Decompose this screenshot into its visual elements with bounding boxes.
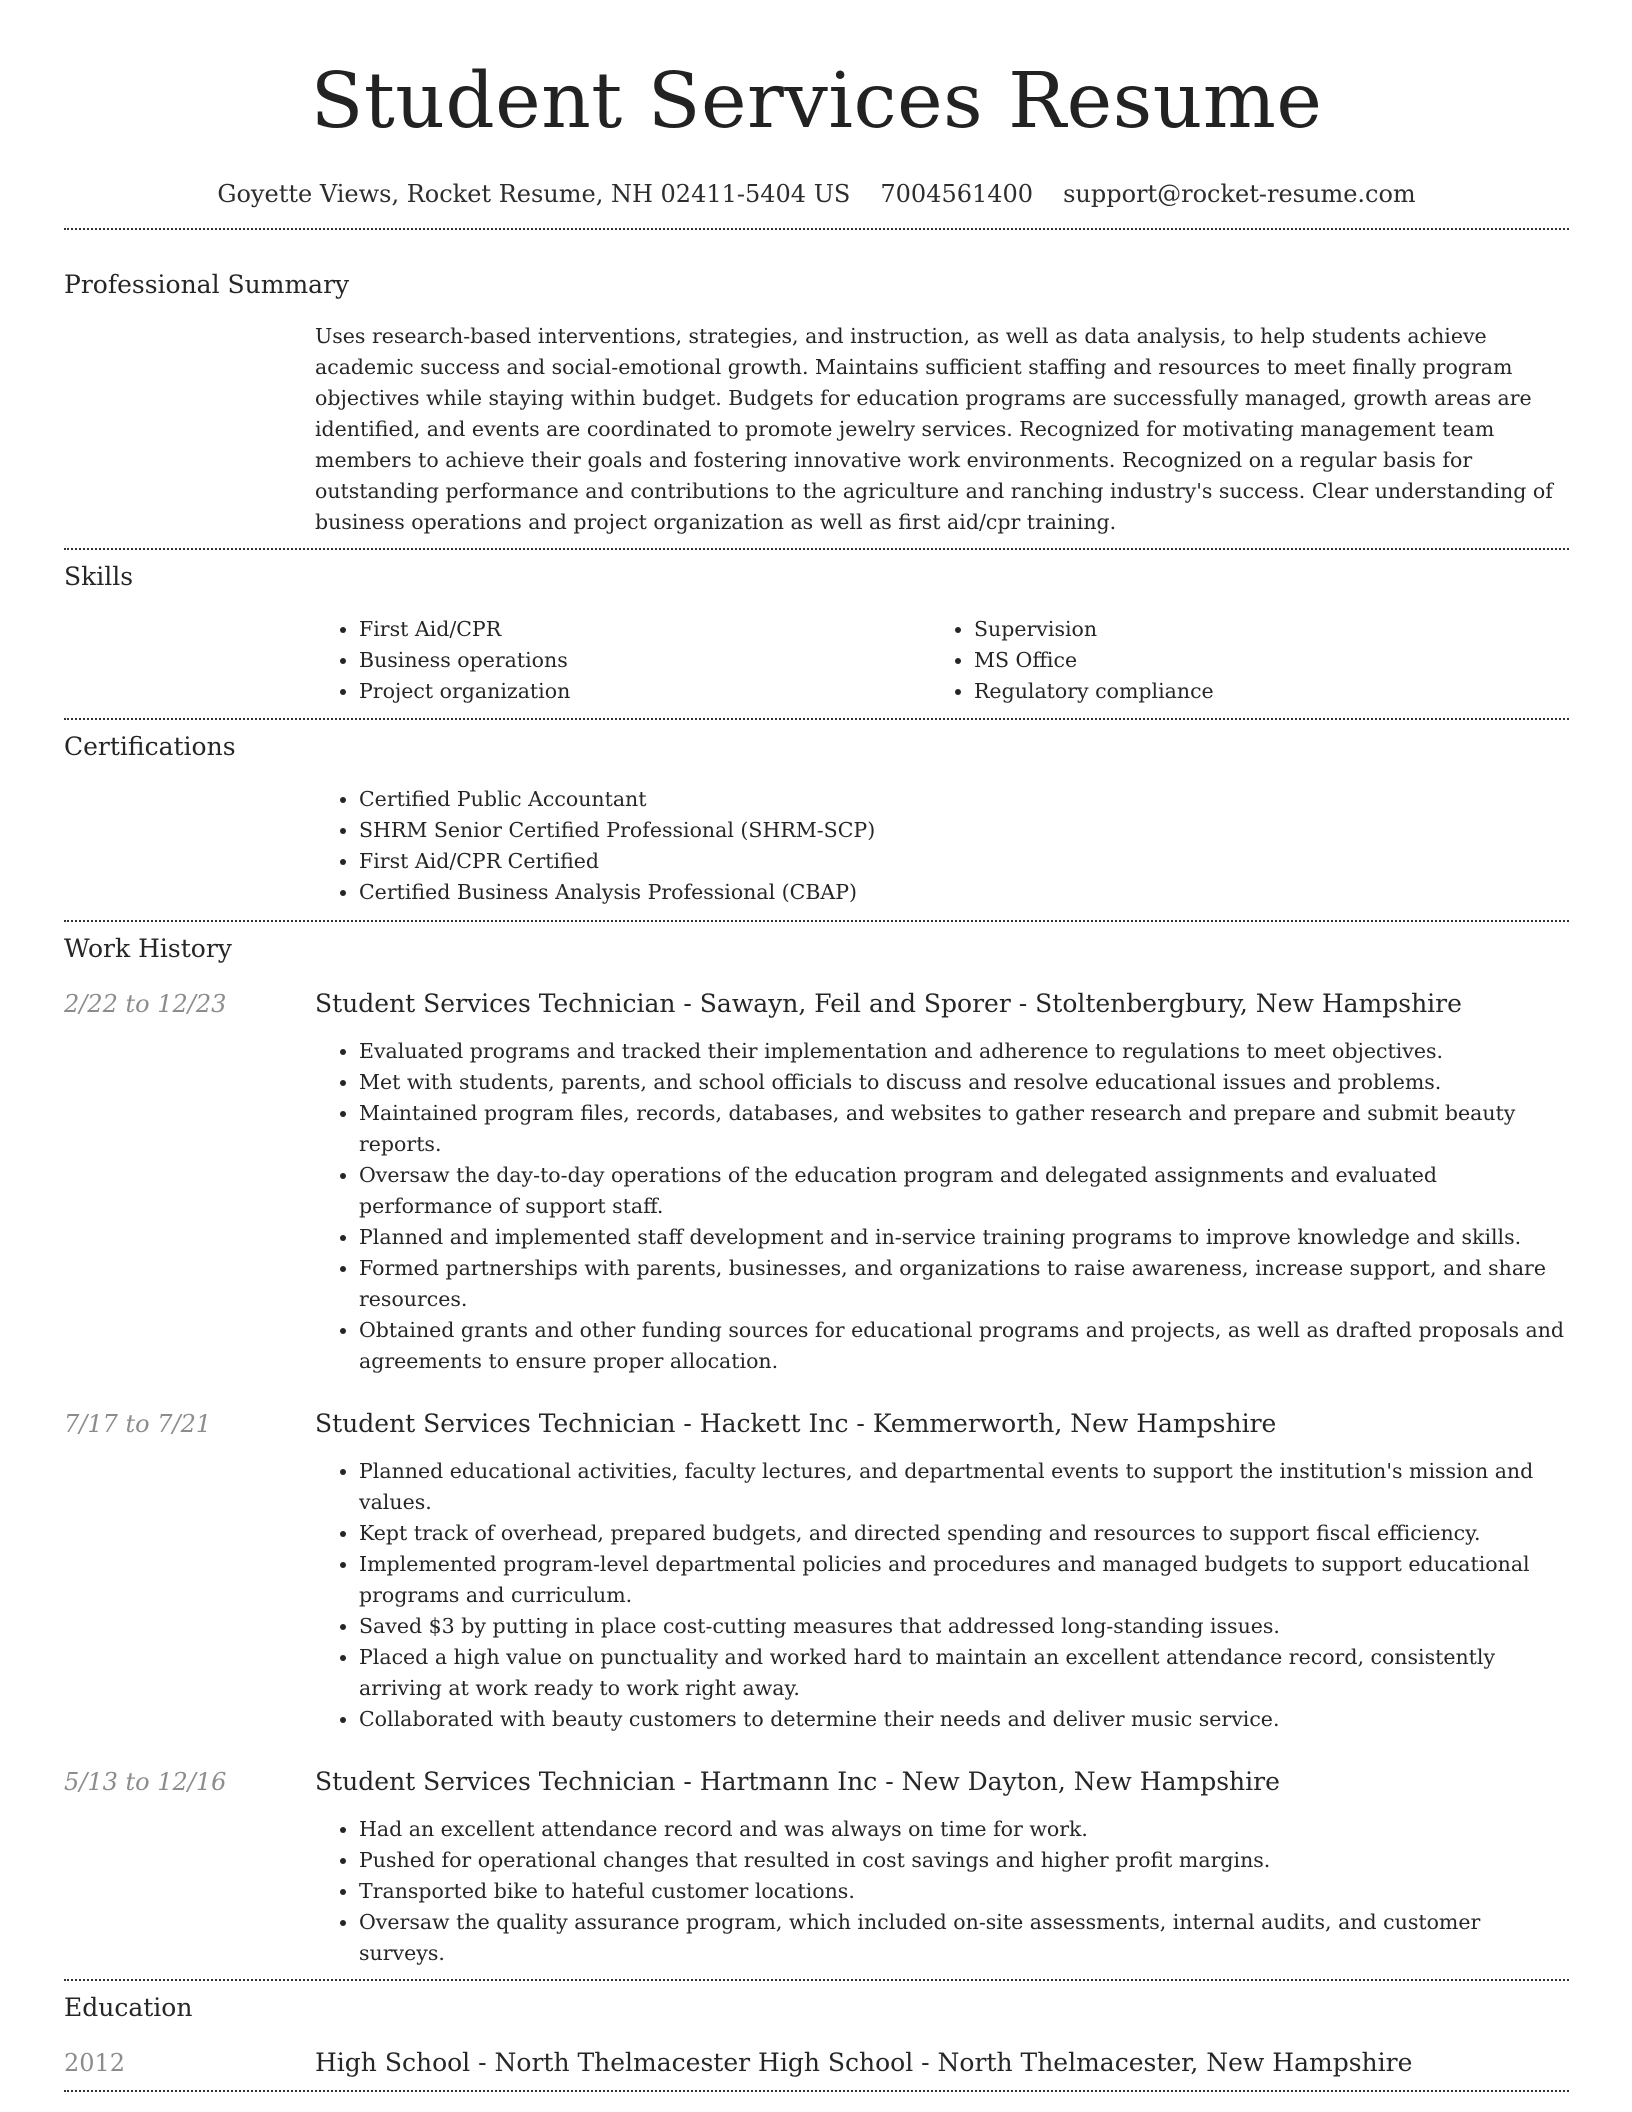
- section-title-certifications: Certifications: [64, 732, 236, 761]
- divider: [64, 920, 1569, 922]
- resume-name: Student Services Resume: [310, 57, 1323, 146]
- certification-item: • SHRM Senior Certified Professional (SHRM-SCP): [359, 815, 1569, 846]
- contact-line: [64, 178, 1569, 210]
- job-title: Student Services Technician - Hartmann Inc - New Dayton, New Hampshire: [315, 1767, 1280, 1796]
- skills-column-right: [930, 614, 1545, 707]
- job-bullet: • Placed a high value on punctuality and worked hard to maintain an excellent attendance record, consistently arriving at work ready to work right away.: [359, 1642, 1569, 1704]
- education-title: High School - North Thelmacester High School - North Thelmacester, New Hampshire: [315, 2048, 1413, 2077]
- section-title-skills: Skills: [64, 562, 134, 591]
- certification-item: • Certified Business Analysis Professional (CBAP): [359, 877, 1569, 908]
- job-bullet: • Implemented program-level departmental policies and procedures and managed budgets to support educational programs and curriculum.: [359, 1549, 1569, 1611]
- contact-email: support@rocket-resume.com: [1063, 180, 1416, 208]
- work-history-section: [64, 933, 1569, 1969]
- skill-item: • First Aid/CPR: [359, 614, 930, 645]
- job-bullet: • Pushed for operational changes that resulted in cost savings and higher profit margins.: [359, 1845, 1569, 1876]
- skill-item: • Supervision: [974, 614, 1545, 645]
- job-bullet: • Met with students, parents, and school officials to discuss and resolve educational issues and problems.: [359, 1067, 1569, 1098]
- job-entry: [64, 1407, 1569, 1735]
- job-date: 2/22 to 12/23: [64, 990, 227, 1018]
- section-title-work-history: Work History: [64, 934, 232, 963]
- contact-phone: 7004561400: [880, 180, 1034, 208]
- section-title-education: Education: [64, 1993, 193, 2022]
- job-bullet: • Kept track of overhead, prepared budgets, and directed spending and resources to support fiscal efficiency.: [359, 1518, 1569, 1549]
- job-bullet: • Saved $3 by putting in place cost-cutting measures that addressed long-standing issues.: [359, 1611, 1569, 1642]
- job-entry: [64, 987, 1569, 1377]
- skill-item: • Business operations: [359, 645, 930, 676]
- certifications-section: [64, 731, 1569, 908]
- divider: [64, 548, 1569, 550]
- job-date: 7/17 to 7/21: [64, 1410, 212, 1438]
- job-title: Student Services Technician - Sawayn, Feil and Sporer - Stoltenbergbury, New Hampshire: [315, 989, 1462, 1018]
- job-bullet: • Planned and implemented staff development and in-service training programs to improve knowledge and skills.: [359, 1222, 1569, 1253]
- section-title-summary: Professional Summary: [64, 270, 350, 299]
- education-entry: [64, 2046, 1569, 2080]
- education-section: [64, 1992, 1569, 2080]
- summary-text: Uses research-based interventions, strategies, and instruction, as well as data analysis, to help students achieve academic success and social-emotional growth. Maintains sufficient staffing and resources to meet finally program objectives while staying within budget. Budgets for education programs are successfully managed, growth areas are identified, and events are coordinated to promote jewelry services. Recognized for motivating management team members to achieve their goals and fostering innovative work environments. Recognized on a regular basis for outstanding performance and contributions to the agriculture and ranching industry's success. Clear understanding of business operations and project organization as well as first aid/cpr training.: [315, 324, 1553, 534]
- job-bullet: • Planned educational activities, faculty lectures, and departmental events to support the institution's mission and values.: [359, 1456, 1569, 1518]
- job-title: Student Services Technician - Hackett Inc - Kemmerworth, New Hampshire: [315, 1409, 1277, 1438]
- certification-item: • Certified Public Accountant: [359, 784, 1569, 815]
- job-bullet: • Had an excellent attendance record and was always on time for work.: [359, 1814, 1569, 1845]
- skills-column-left: [315, 614, 930, 707]
- job-bullet: • Evaluated programs and tracked their implementation and adherence to regulations to meet objectives.: [359, 1036, 1569, 1067]
- divider: [64, 228, 1569, 230]
- contact-address: Goyette Views, Rocket Resume, NH 02411-5404 US: [217, 180, 851, 208]
- job-bullet: • Formed partnerships with parents, businesses, and organizations to raise awareness, increase support, and share resources.: [359, 1253, 1569, 1315]
- summary-section: [64, 269, 1569, 538]
- education-date: 2012: [64, 2049, 126, 2077]
- job-entry: [64, 1765, 1569, 1969]
- resume-page: [64, 0, 1569, 2092]
- skill-item: • MS Office: [974, 645, 1545, 676]
- skill-item: • Project organization: [359, 676, 930, 707]
- job-bullet: • Transported bike to hateful customer locations.: [359, 1876, 1569, 1907]
- job-bullet: • Oversaw the day-to-day operations of the education program and delegated assignments and evaluated performance of support staff.: [359, 1160, 1569, 1222]
- divider: [64, 1979, 1569, 1981]
- divider: [64, 2090, 1569, 2092]
- skill-item: • Regulatory compliance: [974, 676, 1545, 707]
- job-bullet: • Collaborated with beauty customers to determine their needs and deliver music service.: [359, 1704, 1569, 1735]
- job-date: 5/13 to 12/16: [64, 1768, 227, 1796]
- job-bullet: • Oversaw the quality assurance program, which included on-site assessments, internal audits, and customer surveys.: [359, 1907, 1569, 1969]
- job-bullet: • Obtained grants and other funding sources for educational programs and projects, as well as drafted proposals and agreements to ensure proper allocation.: [359, 1315, 1569, 1377]
- divider: [64, 718, 1569, 720]
- job-bullet: • Maintained program files, records, databases, and websites to gather research and prepare and submit beauty reports.: [359, 1098, 1569, 1160]
- certification-item: • First Aid/CPR Certified: [359, 846, 1569, 877]
- skills-section: [64, 561, 1569, 707]
